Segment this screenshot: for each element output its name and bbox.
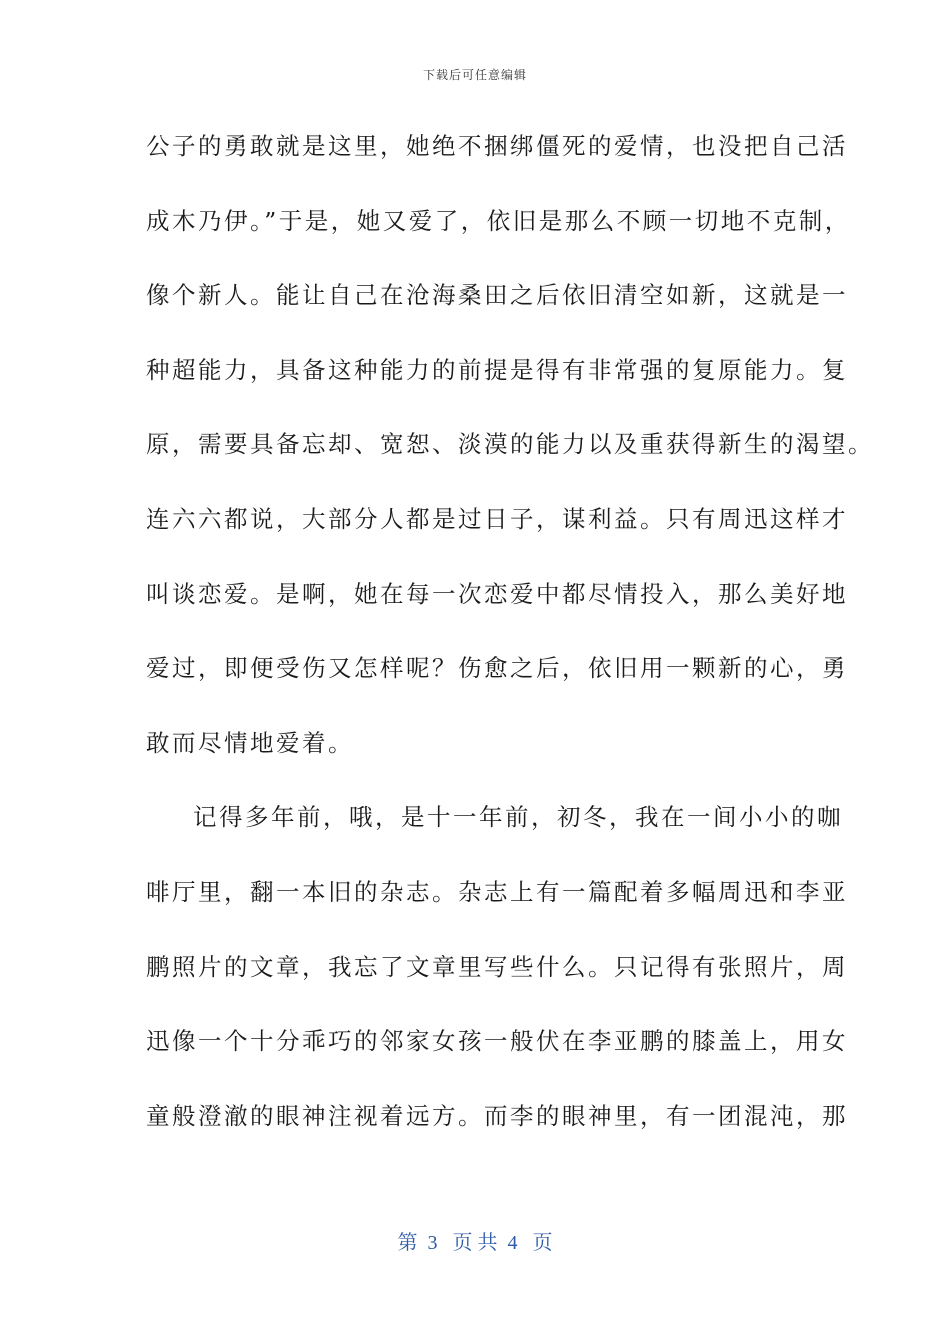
page-header: 下载后可任意编辑 (422, 68, 527, 82)
text-line: 记得多年前，哦，是十一年前，初冬，我在一间小小的咖 (193, 803, 843, 832)
text-line: 爱过，即便受伤又怎样呢？伤愈之后，依旧用一颗新的心，勇 (146, 654, 848, 683)
text-line: 鹏照片的文章，我忘了文章里写些什么。只记得有张照片，周 (146, 952, 848, 981)
text-line: 原，需要具备忘却、宽恕、淡漠的能力以及重获得新生的渴望。 (146, 430, 874, 459)
document-body (146, 121, 874, 1165)
text-line: 童般澄澈的眼神注视着远方。而李的眼神里，有一团混沌，那 (146, 1101, 848, 1130)
text-line: 迅像一个十分乖巧的邻家女孩一般伏在李亚鹏的膝盖上，用女 (146, 1027, 848, 1056)
text-line: 叫谈恋爱。是啊，她在每一次恋爱中都尽情投入，那么美好地 (146, 579, 848, 608)
text-line: 敢而尽情地爱着。 (146, 728, 354, 757)
text-line: 连六六都说，大部分人都是过日子，谋利益。只有周迅这样才 (146, 504, 848, 533)
text-line: 成木乃伊。”于是，她又爱了，依旧是那么不顾一切地不克制， (146, 206, 851, 235)
text-line: 啡厅里，翻一本旧的杂志。杂志上有一篇配着多幅周迅和李亚 (146, 877, 848, 906)
text-line: 像个新人。能让自己在沧海桑田之后依旧清空如新，这就是一 (146, 281, 848, 310)
page-footer: 第 3 页 共 4 页 (397, 1232, 553, 1254)
text-line: 种超能力，具备这种能力的前提是得有非常强的复原能力。复 (146, 355, 848, 384)
text-line: 公子的勇敢就是这里，她绝不捆绑僵死的爱情，也没把自己活 (146, 132, 848, 160)
